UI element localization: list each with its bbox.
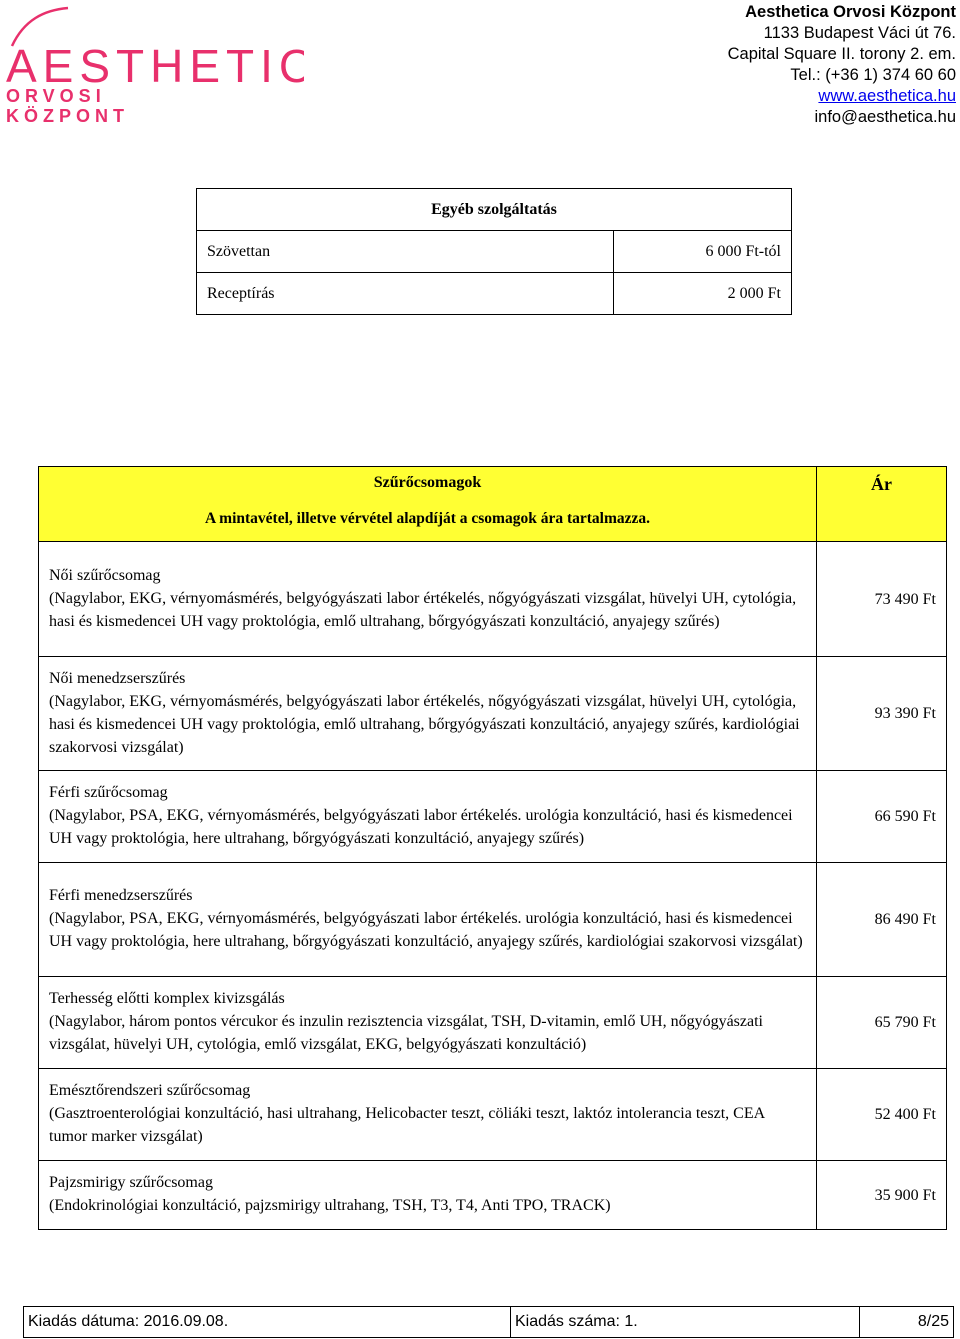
- contact-block: [728, 2, 956, 128]
- package-description: (Endokrinológiai konzultáció, pajzsmirigy ultrahang, TSH, T3, T4, Anti TPO, TRACK): [49, 1197, 611, 1214]
- packages-note: A mintavétel, illetve vérvétel alapdíját a csomagok ára tartalmazza.: [204, 510, 651, 527]
- package-name: Női szűrőcsomag: [49, 566, 161, 584]
- other-services-table: [196, 188, 792, 315]
- package-cell: [39, 657, 817, 771]
- org-name: Aesthetica Orvosi Központ: [745, 3, 956, 21]
- table-row: [197, 231, 792, 273]
- package-description: (Gasztroenterológiai konzultáció, hasi ultrahang, Helicobacter teszt, cöliáki teszt, laktóz intolerancia teszt, CEA tumor marker vizsgálat): [49, 1105, 765, 1145]
- package-price: 93 390 Ft: [817, 657, 947, 771]
- package-price: 66 590 Ft: [817, 771, 947, 863]
- issue-date: Kiadás dátuma: 2016.09.08.: [24, 1307, 511, 1338]
- packages-header: [39, 467, 817, 542]
- address-line-2: Capital Square II. torony 2. em.: [727, 45, 956, 63]
- packages-header-row: [39, 467, 947, 542]
- table-row: [39, 657, 947, 771]
- package-cell: [39, 1069, 817, 1161]
- package-description: (Nagylabor, három pontos vércukor és inzulin rezisztencia vizsgálat, TSH, D-vitamin, emlő UH, nőgyógyászati vizsgálat, hüvelyi UH, cytológia, emlő vizsgálat, EKG, belgyógyászati konzultáció): [49, 1013, 763, 1053]
- package-description: (Nagylabor, EKG, vérnyomásmérés, belgyógyászati labor értékelés, nőgyógyászati vizsgálat, hüvelyi UH, cytológia, hasi és kismedencei UH vagy proktológia, emlő ultrahang, bőrgyógyászati konzultáció, anyajegy szűrés): [49, 589, 797, 630]
- other-services-title: Egyéb szolgáltatás: [197, 189, 792, 231]
- company-logo: [4, 2, 304, 127]
- table-row: [39, 1069, 947, 1161]
- table-row: [39, 771, 947, 863]
- package-price: 65 790 Ft: [817, 977, 947, 1069]
- website-link[interactable]: www.aesthetica.hu: [818, 87, 956, 105]
- package-cell: [39, 542, 817, 657]
- package-price: 86 490 Ft: [817, 863, 947, 977]
- table-row: [39, 863, 947, 977]
- package-name: Férfi szűrőcsomag: [49, 784, 168, 801]
- package-name: Férfi menedzserszűrés: [49, 887, 193, 904]
- footer-table: [23, 1306, 954, 1338]
- logo-sub-text-2: KÖZPONT: [6, 106, 129, 126]
- package-cell: [39, 977, 817, 1069]
- service-name: Szövettan: [197, 231, 614, 273]
- email: info@aesthetica.hu: [814, 108, 956, 126]
- package-name: Emésztőrendszeri szűrőcsomag: [49, 1082, 251, 1099]
- package-description: (Nagylabor, PSA, EKG, vérnyomásmérés, belgyógyászati labor értékelés. urológia konzultáció, hasi és kismedencei UH vagy proktológia, here ultrahang, bőrgyógyászati konzultáció, anyajegy szűrés): [49, 807, 793, 847]
- logo-main-text: AESTHETIC: [6, 40, 304, 92]
- package-price: 35 900 Ft: [817, 1161, 947, 1230]
- package-price: 52 400 Ft: [817, 1069, 947, 1161]
- service-price: 2 000 Ft: [614, 273, 792, 315]
- package-cell: [39, 863, 817, 977]
- packages-table: [38, 466, 947, 1230]
- page-number: 8/25: [860, 1307, 954, 1338]
- package-name: Terhesség előtti komplex kivizsgálás: [49, 990, 285, 1007]
- table-row: [39, 1161, 947, 1230]
- issue-number: Kiadás száma: 1.: [511, 1307, 860, 1338]
- logo-sub-text-1: ORVOSI: [6, 86, 106, 106]
- package-price: 73 490 Ft: [817, 542, 947, 657]
- package-description: (Nagylabor, PSA, EKG, vérnyomásmérés, belgyógyászati labor értékelés. urológia konzultáció, hasi és kismedencei UH vagy proktológia, here ultrahang, bőrgyógyászati konzultáció, anyajegy szűrés, kardiológiai szakorvosi vizsgálat): [49, 910, 803, 950]
- table-row: [39, 977, 947, 1069]
- phone: Tel.: (+36 1) 374 60 60: [790, 66, 956, 84]
- package-cell: [39, 1161, 817, 1230]
- package-description: (Nagylabor, EKG, vérnyomásmérés, belgyógyászati labor értékelés, nőgyógyászati vizsgálat, hüvelyi UH, cytológia, hasi és kismedencei UH vagy proktológia, emlő ultrahang, bőrgyógyászati konzultáció, anyajegy szűrés, kardiológiai szakorvosi vizsgálat): [49, 692, 800, 756]
- service-price: 6 000 Ft-tól: [614, 231, 792, 273]
- package-cell: [39, 771, 817, 863]
- table-row: [197, 273, 792, 315]
- price-column-header: Ár: [817, 467, 947, 542]
- service-name: Receptírás: [197, 273, 614, 315]
- package-name: Pajzsmirigy szűrőcsomag: [49, 1174, 213, 1191]
- table-row: [39, 542, 947, 657]
- packages-title: Szűrőcsomagok: [373, 474, 482, 491]
- package-name: Női menedzserszűrés: [49, 669, 186, 687]
- address-line-1: 1133 Budapest Váci út 76.: [763, 24, 956, 42]
